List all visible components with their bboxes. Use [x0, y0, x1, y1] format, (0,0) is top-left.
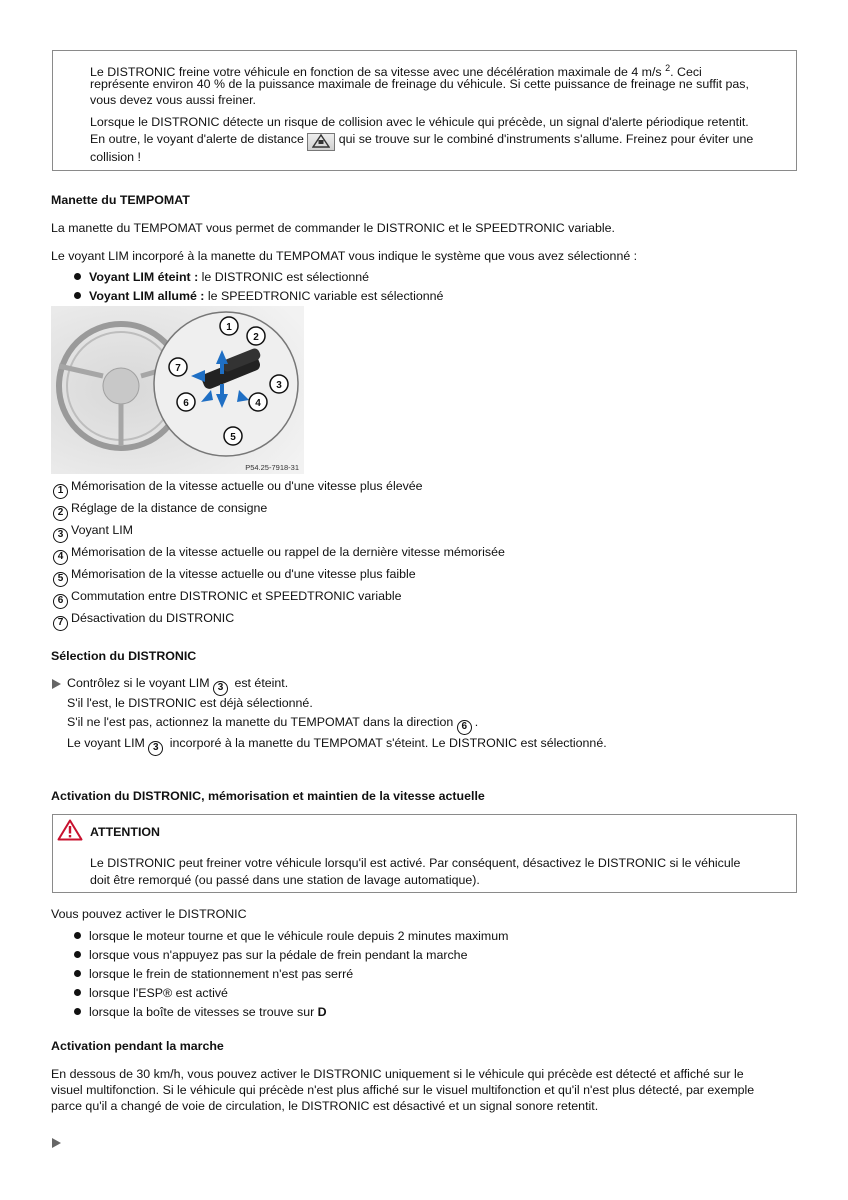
legend-item: 5 Mémorisation de la vitesse actuelle ou d'une vitesse plus faible — [53, 566, 416, 587]
legend-item: 4 Mémorisation de la vitesse actuelle ou rappel de la dernière vitesse mémorisée — [53, 544, 505, 565]
tempomat-lever-illustration — [51, 306, 304, 474]
marker-4: 4 — [255, 398, 261, 409]
marker-2: 2 — [253, 332, 259, 343]
activation-bullet: lorsque la boîte de vitesses se trouve sur D — [89, 1005, 327, 1019]
lim-bullet-1: Voyant LIM éteint : le DISTRONIC est sélectionné — [89, 270, 370, 284]
info-p2-line3: collision ! — [90, 150, 141, 164]
section-heading-activation: Activation du DISTRONIC, mémorisation et maintien de la vitesse actuelle — [51, 789, 485, 803]
selection-line-3: S'il ne l'est pas, actionnez la manette du TEMPOMAT dans la direction 6 . — [67, 714, 478, 735]
activation-bullet: lorsque vous n'appuyez pas sur la pédale de frein pendant la marche — [89, 948, 468, 962]
section-heading-marche: Activation pendant la marche — [51, 1039, 224, 1053]
warning-triangle-icon — [57, 819, 83, 841]
marche-line-2: visuel multifonction. Si le véhicule qui précède n'est plus affiché sur le visuel multifonction et qu'il n'est plus détecté, par exemple — [51, 1083, 755, 1097]
section-heading-selection: Sélection du DISTRONIC — [51, 649, 197, 663]
marker-7: 7 — [175, 363, 181, 374]
legend-item: 3 Voyant LIM — [53, 522, 133, 543]
attention-line-2: doit être remorqué (ou passé dans une station de lavage automatique). — [90, 873, 480, 887]
marker-1: 1 — [226, 322, 232, 333]
bullet-dot — [74, 951, 81, 958]
manette-paragraph-2: Le voyant LIM incorporé à la manette du TEMPOMAT vous indique le système que vous avez sélectionné : — [51, 249, 638, 263]
continue-arrow-icon — [52, 1138, 61, 1148]
selection-line-2: S'il l'est, le DISTRONIC est déjà sélectionné. — [67, 696, 313, 710]
marker-5: 5 — [230, 432, 236, 443]
tempomat-lever-image — [51, 306, 304, 474]
activation-bullet: lorsque l'ESP® est activé — [89, 986, 228, 1000]
info-p2-line2: En outre, le voyant d'alerte de distance qui se trouve sur le combiné d'instruments s'allume. Freinez pour éviter une — [90, 131, 753, 151]
bullet-dot — [74, 932, 81, 939]
attention-title: ATTENTION — [90, 825, 160, 839]
image-caption: P54.25-7918-31 — [245, 463, 299, 472]
activation-intro: Vous pouvez activer le DISTRONIC — [51, 907, 247, 921]
info-p1-line1: Le DISTRONIC freine votre véhicule en fonction de sa vitesse avec une décélération maximale de 4 m/s $^2$. Ceci — [90, 63, 702, 80]
step-arrow-icon — [52, 679, 61, 689]
distance-warning-icon — [307, 133, 335, 151]
bullet-dot — [74, 989, 81, 996]
info-p2-line1: Lorsque le DISTRONIC détecte un risque de collision avec le véhicule qui précède, un signal d'alerte périodique retentit. — [90, 115, 749, 129]
marker-3: 3 — [276, 380, 282, 391]
bullet-dot — [74, 273, 81, 280]
attention-line-1: Le DISTRONIC peut freiner votre véhicule lorsqu'il est activé. Par conséquent, désactivez le DISTRONIC si le véhicule — [90, 856, 741, 870]
selection-line-4: Le voyant LIM 3 incorporé à la manette du TEMPOMAT s'éteint. Le DISTRONIC est sélectionné. — [67, 735, 607, 756]
info-box — [52, 50, 797, 171]
lim-bullet-2: Voyant LIM allumé : le SPEEDTRONIC variable est sélectionné — [89, 289, 444, 303]
marche-line-3: parce qu'il a changé de voie de circulation, le DISTRONIC est désactivé et un signal sonore retentit. — [51, 1099, 599, 1113]
bullet-dot — [74, 1008, 81, 1015]
section-heading-manette: Manette du TEMPOMAT — [51, 193, 190, 207]
marker-6: 6 — [183, 398, 189, 409]
legend-item: 7 Désactivation du DISTRONIC — [53, 610, 234, 631]
legend-item: 6 Commutation entre DISTRONIC et SPEEDTRONIC variable — [53, 588, 402, 609]
selection-step-1: Contrôlez si le voyant LIM 3 est éteint. — [67, 675, 288, 696]
info-p1-line3: vous devez vous aussi freiner. — [90, 93, 256, 107]
legend-item: 2 Réglage de la distance de consigne — [53, 500, 267, 521]
marche-line-1: En dessous de 30 km/h, vous pouvez activer le DISTRONIC uniquement si le véhicule qui précède est détecté et affiché sur le — [51, 1067, 744, 1081]
bullet-dot — [74, 292, 81, 299]
bullet-dot — [74, 970, 81, 977]
attention-box — [52, 814, 797, 893]
info-p1-line2: représente environ 40 % de la puissance maximale de freinage du véhicule. Si cette puissance de freinage ne suffit pas, — [90, 77, 749, 91]
legend-item: 1 Mémorisation de la vitesse actuelle ou d'une vitesse plus élevée — [53, 478, 423, 499]
activation-bullet: lorsque le frein de stationnement n'est pas serré — [89, 967, 354, 981]
activation-bullet: lorsque le moteur tourne et que le véhicule roule depuis 2 minutes maximum — [89, 929, 509, 943]
manette-paragraph-1: La manette du TEMPOMAT vous permet de commander le DISTRONIC et le SPEEDTRONIC variable. — [51, 221, 615, 235]
